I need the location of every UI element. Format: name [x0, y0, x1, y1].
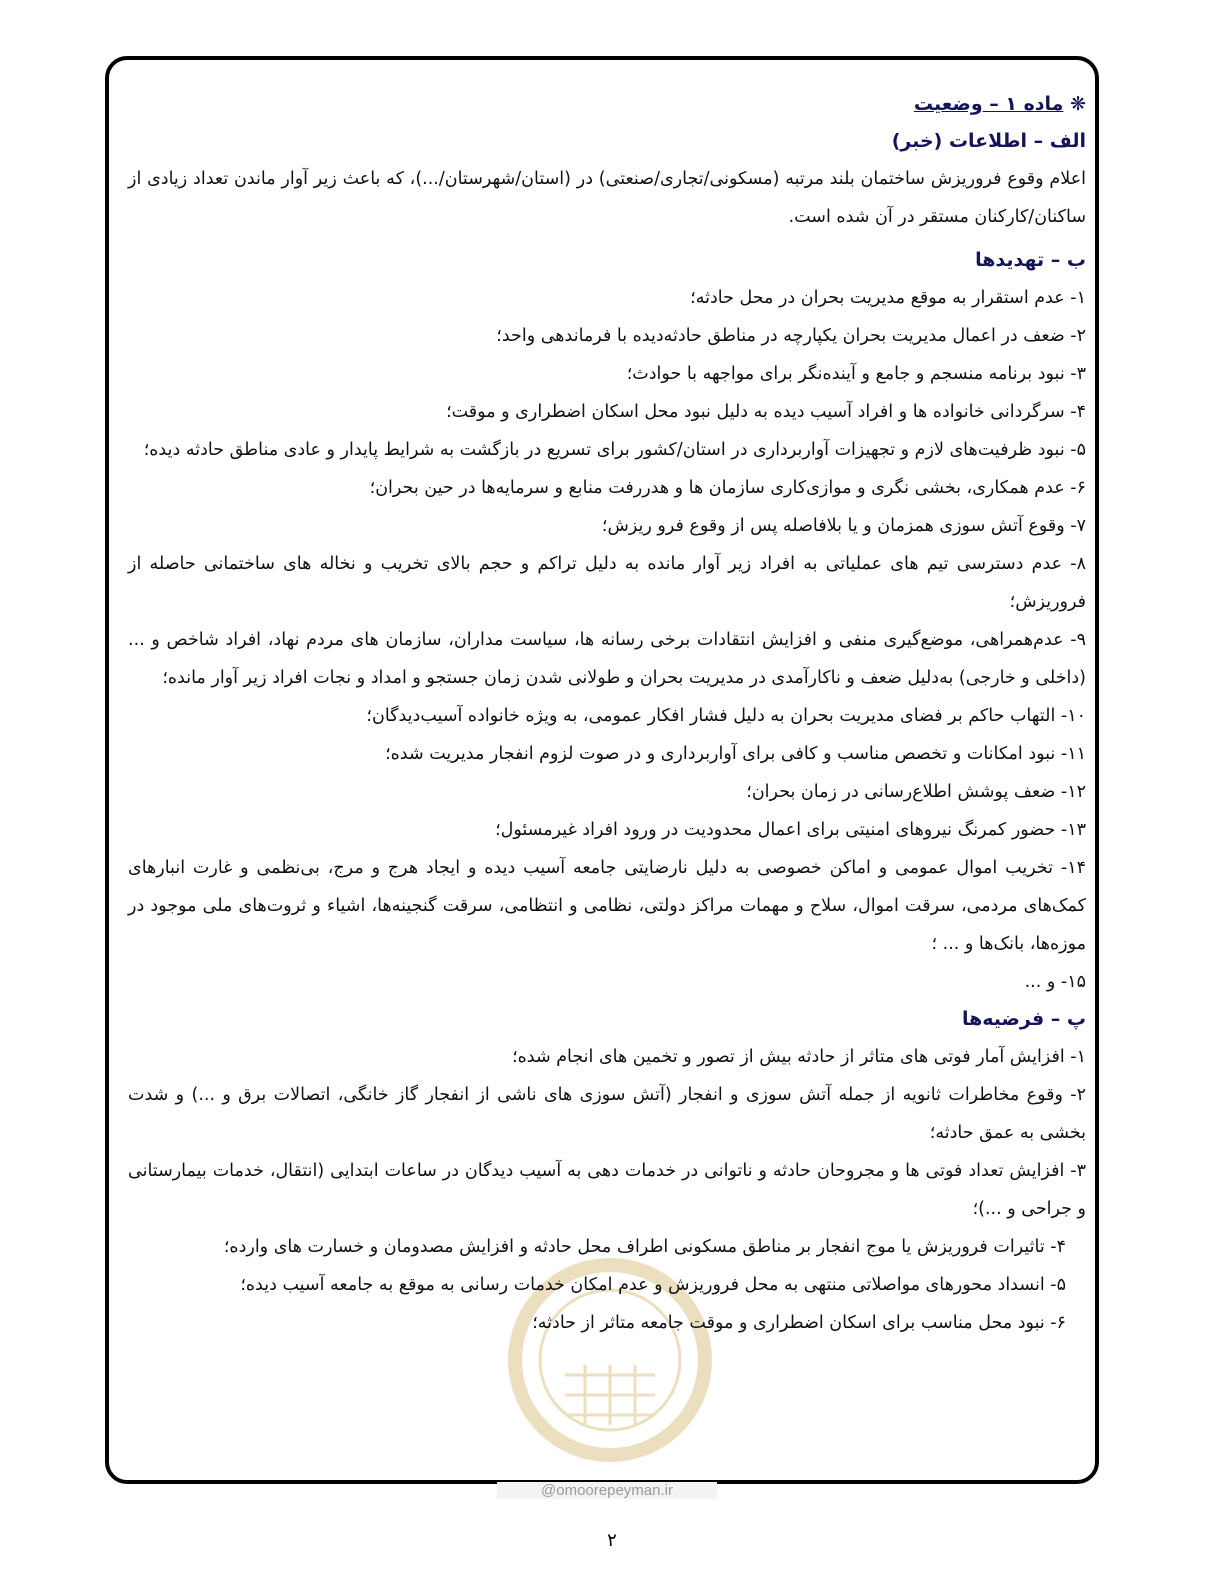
threat-item-13: ۱۳- حضور کمرنگ نیروهای امنیتی برای اعمال محدودیت در ورود افراد غیرمسئول؛: [495, 820, 1086, 840]
threat-item-8: ۸- عدم دسترسی تیم های عملیاتی به افراد زیر آوار مانده به دلیل تراکم و حجم بالای تخریب و نخاله های ساختمانی حاصله از فروریزش؛: [128, 554, 1086, 612]
section-title-text: ماده ۱ – وضعیت: [913, 93, 1064, 115]
threat-item-9: ۹- عدم‌همراهی، موضع‌گیری منفی و افزایش انتقادات برخی رسانه ها، سیاست مداران، سازمان های مردم نهاد، افراد شاخص و ... (داخلی و خارجی) به‌دلیل ضعف و ناکارآمدی در مدیریت بحران و طولانی شدن زمان جستجو و امداد و نجات افراد زیر آوار مانده؛: [128, 630, 1086, 688]
threat-item-15: ۱۵- و ...: [1024, 972, 1086, 992]
watermark-site: @omoorepeyman.ir: [497, 1482, 717, 1499]
threat-item-6: ۶- عدم همکاری، بخشی نگری و موازی‌کاری سازمان ها و هدررفت منابع و سرمایه‌ها در حین بحران؛: [369, 478, 1086, 498]
hypothesis-item-2: ۲- وقوع مخاطرات ثانویه از جمله آتش سوزی و انفجار (آتش سوزی های ناشی از انفجار گاز خانگی، اتصالات برق و ...) و شدت بخشی به عمق حادثه؛: [128, 1085, 1086, 1143]
hypothesis-item-1: ۱- افزایش آمار فوتی های متاثر از حادثه بیش از تصور و تخمین های انجام شده؛: [512, 1047, 1086, 1067]
hypothesis-item-5: ۵- انسداد محورهای مواصلاتی منتهی به محل فروریزش و عدم امکان خدمات رسانی به موقع به جامعه آسیب دیده؛: [240, 1275, 1066, 1295]
alef-text: اعلام وقوع فروریزش ساختمان بلند مرتبه (مسکونی/تجاری/صنعتی) در (استان/شهرستان/...)، که باعث زیر آوار ماندن تعداد زیادی از ساکنان/کارکنان مستقر در آن شده است.: [128, 169, 1086, 227]
pe-heading: پ – فرضیه‌ها: [961, 1008, 1086, 1030]
section-title: [128, 86, 1086, 123]
star-icon: ❋: [1070, 93, 1086, 115]
page-number: ۲: [607, 1530, 617, 1551]
be-heading: ب – تهدیدها: [975, 249, 1086, 271]
threat-item-3: ۳- نبود برنامه منسجم و جامع و آینده‌نگر برای مواجهه با حوادث؛: [626, 364, 1086, 384]
hypothesis-item-4: ۴- تاثیرات فروریزش یا موج انفجار بر مناطق مسکونی اطراف محل حادثه و افزایش مصدومان و خسارت های وارده؛: [223, 1237, 1066, 1257]
threat-item-12: ۱۲- ضعف پوشش اطلاع‌رسانی در زمان بحران؛: [746, 782, 1086, 802]
threat-item-5: ۵- نبود ظرفیت‌های لازم و تجهیزات آواربرداری در استان/کشور برای تسریع در بازگشت به شرایط پایدار و عادی مناطق حادثه دیده؛: [143, 440, 1086, 460]
threat-item-2: ۲- ضعف در اعمال مدیریت بحران یکپارچه در مناطق حادثه‌دیده با فرماندهی واحد؛: [496, 326, 1086, 346]
threat-item-11: ۱۱- نبود امکانات و تخصص مناسب و کافی برای آواربرداری و در صوت لزوم انفجار مدیریت شده؛: [385, 744, 1086, 764]
document-body: [128, 86, 1086, 1342]
threat-item-14: ۱۴- تخریب اموال عمومی و اماکن خصوصی به دلیل نارضایتی جامعه آسیب دیده و ایجاد هرج و مرج، بی‌نظمی و غارت انبارهای کمک‌های مردمی، سرقت اموال، سلاح و مهمات مراکز دولتی، نظامی و انتظامی، سرقت گنجینه‌ها، اشیاء و ثروت‌های ملی موجود در موزه‌ها، بانک‌ها و ... ؛: [128, 858, 1086, 954]
threat-item-4: ۴- سرگردانی خانواده ها و افراد آسیب دیده به دلیل نبود محل اسکان اضطراری و موقت؛: [446, 402, 1086, 422]
threat-item-7: ۷- وقوع آتش سوزی همزمان و یا بلافاصله پس از وقوع فرو ریزش؛: [601, 516, 1086, 536]
hypothesis-item-3: ۳- افزایش تعداد فوتی ها و مجروحان حادثه و ناتوانی در خدمات دهی به آسیب دیدگان در ساعات ابتدایی (انتقال، خدمات بیمارستانی و جراحی و ...)؛: [128, 1161, 1086, 1219]
threat-item-10: ۱۰- التهاب حاکم بر فضای مدیریت بحران به دلیل فشار افکار عمومی، به ویژه خانواده آسیب‌دیدگان؛: [366, 706, 1086, 726]
alef-heading: الف – اطلاعات (خبر): [891, 130, 1086, 152]
threat-item-1: ۱- عدم استقرار به موقع مدیریت بحران در محل حادثه؛: [690, 288, 1086, 308]
hypothesis-item-6: ۶- نبود محل مناسب برای اسکان اضطراری و موقت جامعه متاثر از حادثه؛: [532, 1313, 1066, 1333]
